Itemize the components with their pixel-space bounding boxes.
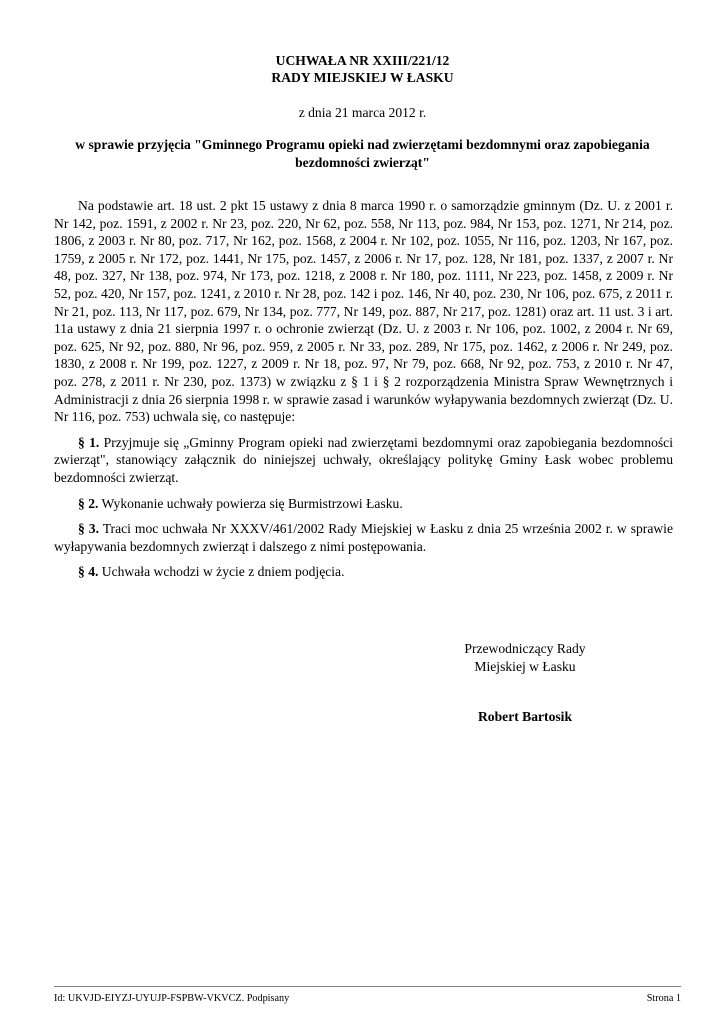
paragraph-4 xyxy=(54,563,673,581)
paragraph-4-number: § 4. xyxy=(78,564,99,580)
paragraph-2 xyxy=(54,495,673,513)
resolution-subject: w sprawie przyjęcia "Gminnego Programu opieki nad zwierzętami bezdomnymi oraz zapobiegania bezdomności zwierząt" xyxy=(75,137,650,170)
footer-divider xyxy=(54,986,681,987)
document-id: Id: UKVJD-EIYZJ-UYUJP-FSPBW-VKVCZ. Podpisany xyxy=(54,993,290,1004)
resolution-date: z dnia 21 marca 2012 r. xyxy=(298,105,427,120)
resolution-number: UCHWAŁA NR XXIII/221/12 xyxy=(275,53,450,68)
paragraph-2-number: § 2. xyxy=(78,495,99,511)
signature-block xyxy=(410,640,640,726)
signer-role-line1: Przewodniczący Rady xyxy=(464,641,586,656)
signer-role-line2: Miejskiej w Łasku xyxy=(474,659,576,674)
paragraph-2-text: Wykonanie uchwały powierza się Burmistrzowi Łasku. xyxy=(98,495,403,511)
paragraph-4-text: Uchwała wchodzi w życie z dniem podjęcia. xyxy=(98,564,345,580)
signer-name: Robert Bartosik xyxy=(477,709,572,724)
resolution-body xyxy=(54,197,673,589)
paragraph-1 xyxy=(54,434,673,487)
resolution-title xyxy=(0,52,725,86)
paragraph-1-number: § 1. xyxy=(78,434,100,450)
paragraph-3-number: § 3. xyxy=(78,521,99,537)
preamble: Na podstawie art. 18 ust. 2 pkt 15 ustawy z dnia 8 marca 1990 r. o samorządzie gminnym (Dz. U. z 2001 r. Nr 142, poz. 1591, z 2002 r. Nr 23, poz. 220, Nr 62, poz. 558, Nr 113, poz. 984, Nr 153, poz. 1271, Nr 214, poz. 1806, z 2003 r. Nr 80, poz. 717, Nr 162, poz. 1568, z 2004 r. Nr 102, poz. 1055, Nr 116, poz. 1203, Nr 167, poz. 1759, z 2005 r. Nr 172, poz. 1441, Nr 175, poz. 1457, z 2006 r. Nr 17, poz. 128, Nr 181, poz. 1337, z 2007 r. Nr 48, poz. 327, Nr 138, poz. 974, Nr 173, poz. 1218, z 2008 r. Nr 180, poz. 1111, Nr 223, poz. 1458, z 2009 r. Nr 52, poz. 420, Nr 157, poz. 1241, z 2010 r. Nr 28, poz. 142 i poz. 146, Nr 40, poz. 230, Nr 106, poz. 675, z 2011 r. Nr 21, poz. 113, Nr 117, poz. 679, Nr 134, poz. 777, Nr 149, poz. 887, Nr 217, poz. 1281) oraz art. 11 ust. 3 i art. 11a ustawy z dnia 21 sierpnia 1997 r. o ochronie zwierząt (Dz. U. z 2003 r. Nr 106, poz. 1002, z 2004 r. Nr 69, poz. 625, Nr 92, poz. 880, Nr 96, poz. 959, z 2005 r. Nr 33, poz. 289, Nr 175, poz. 1462, z 2006 r. Nr 249, poz. 1830, z 2008 r. Nr 199, poz. 1227, z 2009 r. Nr 18, poz. 97, Nr 79, poz. 668, Nr 92, poz. 753, z 2010 r. Nr 47, poz. 278, z 2011 r. Nr 230, poz. 1373) w związku z § 1 i § 2 rozporządzenia Ministra Spraw Wewnętrznych i Administracji z dnia 26 sierpnia 1998 r. w sprawie zasad i warunków wyłapywania bezdomnych zwierząt (Dz. U. Nr 116, poz. 753) uchwala się, co następuje: xyxy=(54,198,673,425)
paragraph-1-text: Przyjmuje się „Gminny Program opieki nad zwierzętami bezdomnymi oraz zapobiegania bezdomności zwierząt", stanowiący załącznik do niniejszej uchwały, określający politykę Gminy Łask wobec problemu bezdomności zwierząt. xyxy=(54,434,673,485)
page-number: Strona 1 xyxy=(646,993,681,1004)
council-name: RADY MIEJSKIEJ W ŁASKU xyxy=(271,70,454,85)
paragraph-3 xyxy=(54,520,673,555)
paragraph-3-text: Traci moc uchwała Nr XXXV/461/2002 Rady Miejskiej w Łasku z dnia 25 września 2002 r. w sprawie wyłapywania bezdomnych zwierząt i dalszego z nimi postępowania. xyxy=(54,521,673,554)
